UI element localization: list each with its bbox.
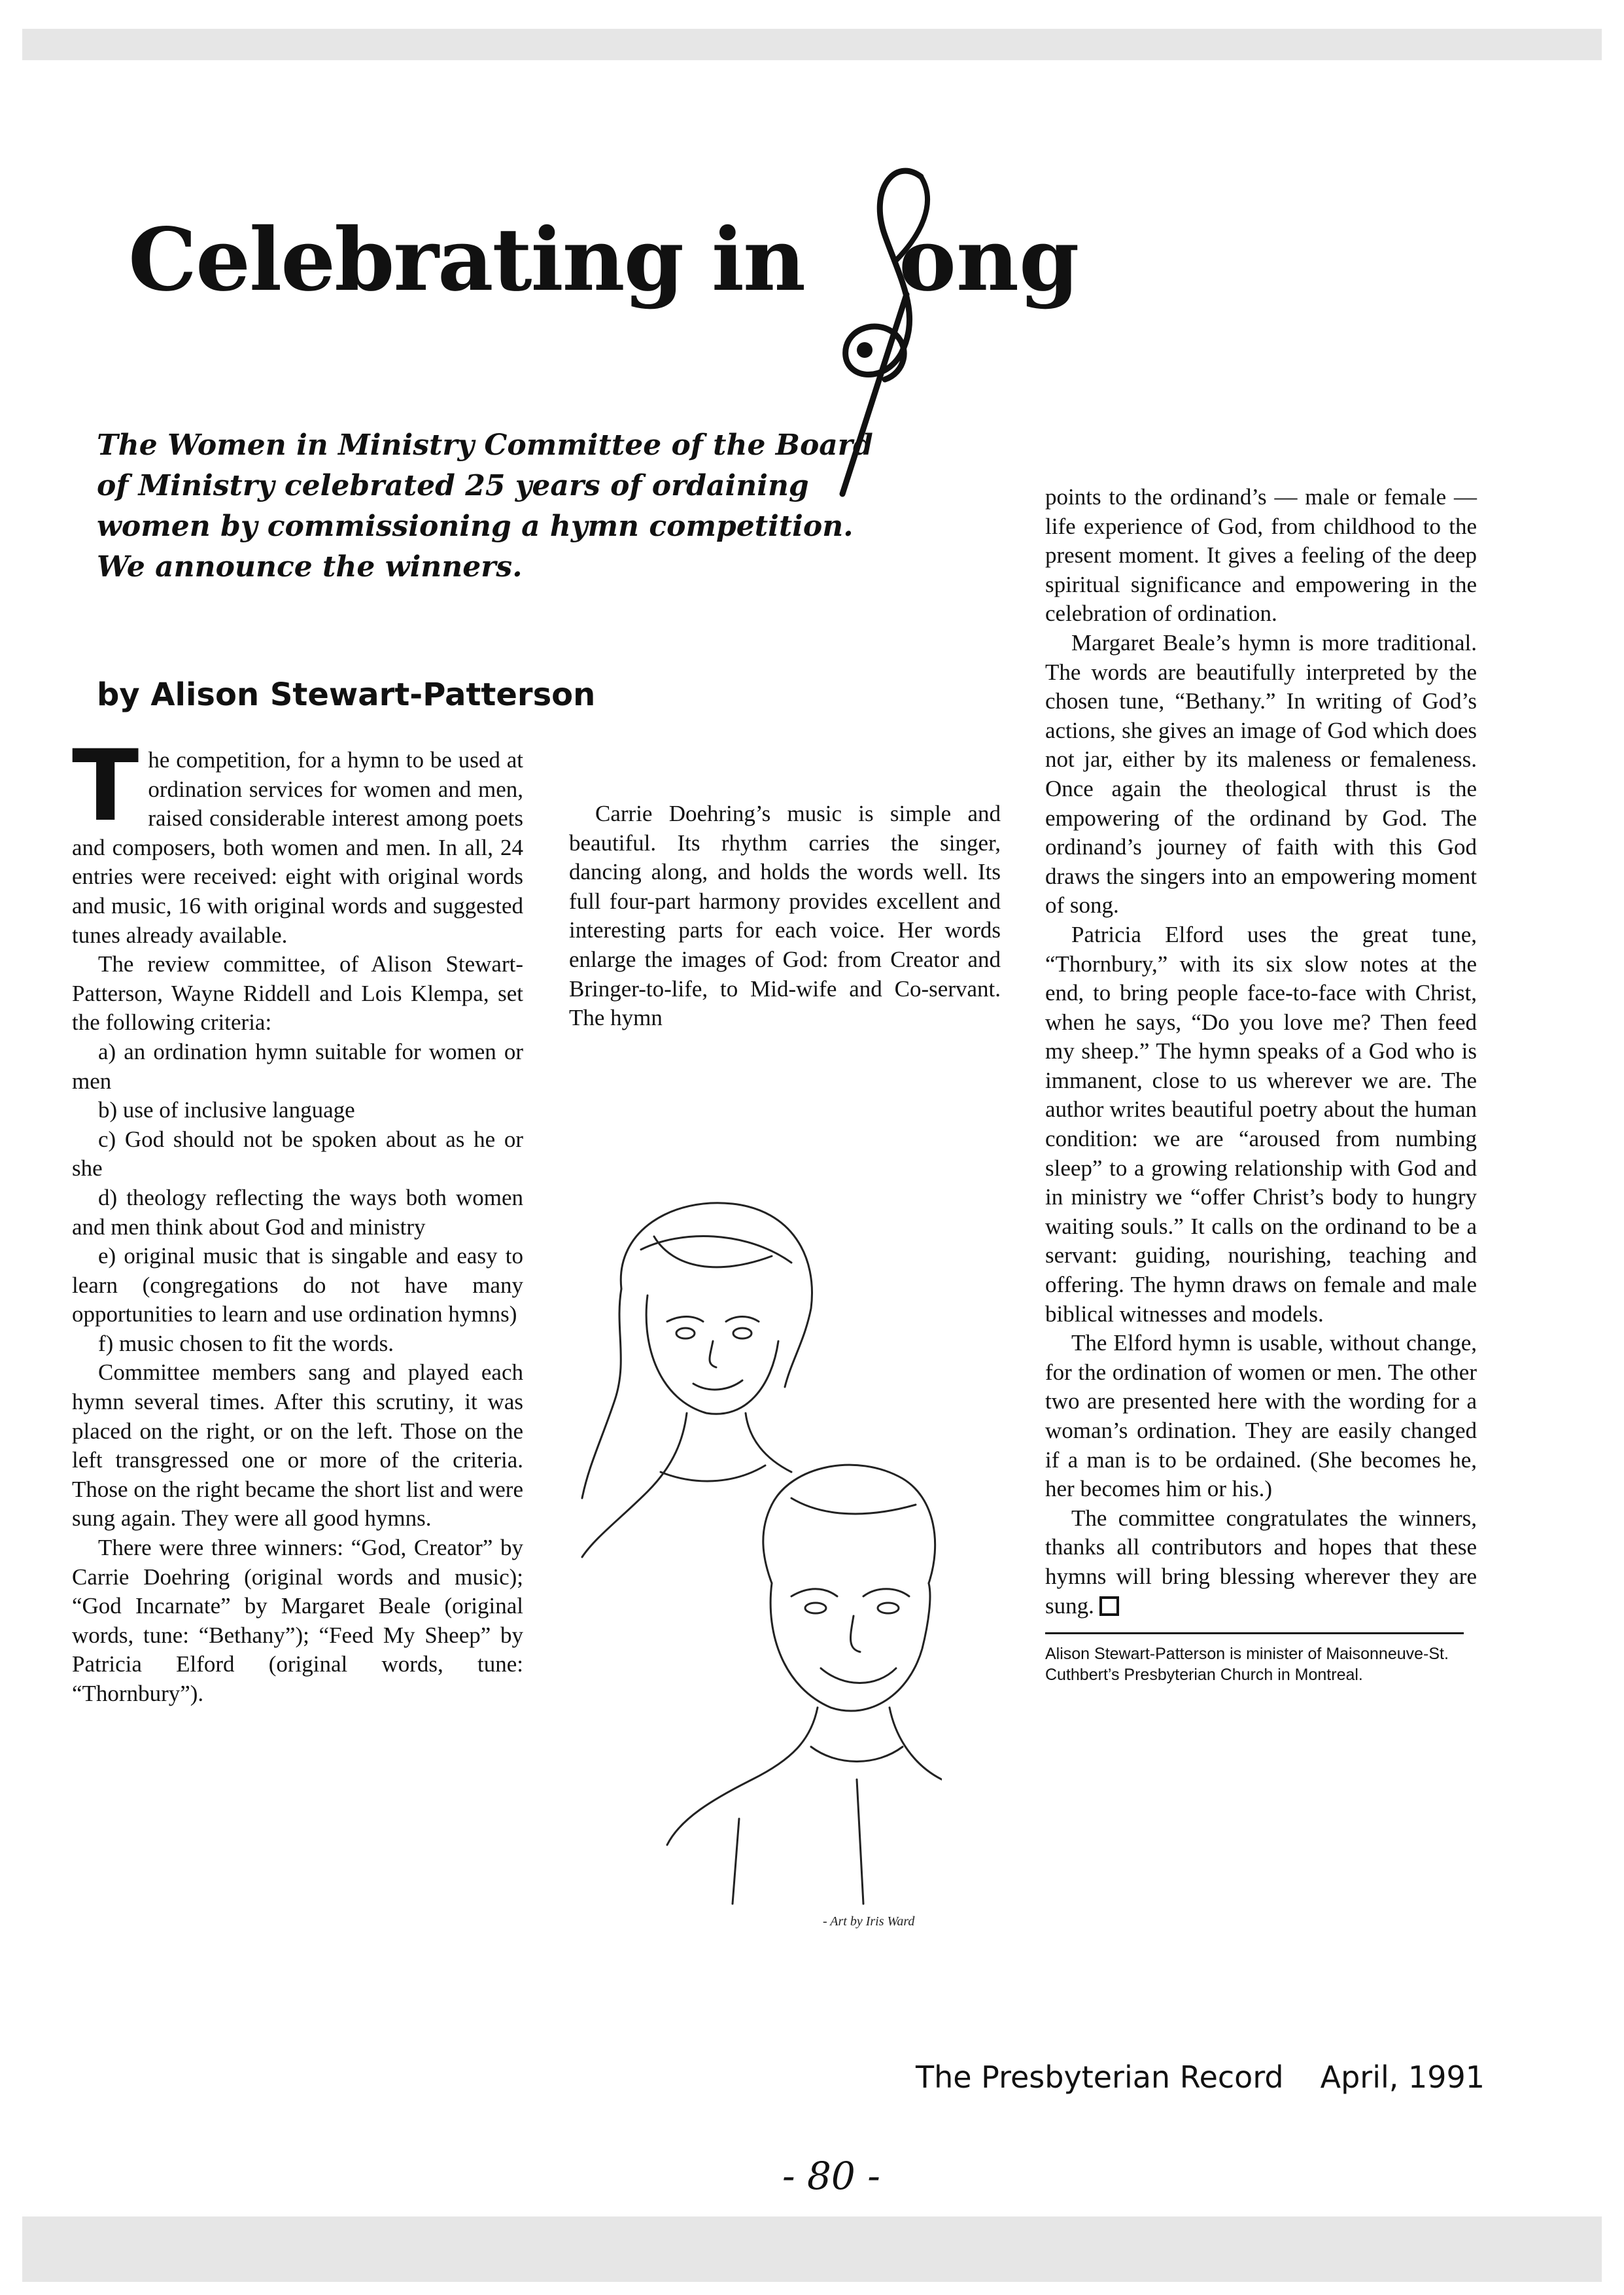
paragraph: There were three winners: “God, Creator” by Carrie Doehring (original words and music); “God Incarnate” by Margaret Beale (original words, tune: “Bethany”); “Feed My Sheep” by Patricia Elford (original words, tune: “Thornbury”). xyxy=(72,1535,523,1706)
byline: by Alison Stewart-Patterson xyxy=(97,676,596,713)
article-title-part1: Celebrating in xyxy=(128,209,804,311)
criteria-item: d) theology reflecting the ways both women and men think about God and ministry xyxy=(72,1184,523,1240)
article-deck: The Women in Ministry Committee of the Board of Ministry celebrated 25 years of ordaining women by commissioning a hymn competition. We announce the winners. xyxy=(97,429,873,584)
scan-border-bottom xyxy=(22,2216,1602,2282)
text-column-1 xyxy=(72,729,523,1709)
paragraph: Carrie Doehring’s music is simple and beautiful. Its rhythm carries the singer, dancing along, and holds the words well. Its full four-part harmony provides excellent and interesting parts for each voice. Her words enlarge the images of God: from Creator and Bringer-to-life, to Mid-wife and Co-servant. The hymn xyxy=(569,801,1001,1031)
paragraph: he competition, for a hymn to be used at ordination services for women and men, raised considerable interest among poets and composers, both women and men. In all, 24 entries were received: eight with original words and music, 16 with original words and suggested tunes already available. xyxy=(72,747,523,948)
page-footer xyxy=(916,2059,1485,2095)
publication-name: The Presbyterian Record xyxy=(916,2059,1284,2095)
art-credit: - Art by Iris Ward xyxy=(823,1914,915,1929)
page-number: - 80 - xyxy=(782,2154,880,2198)
author-bio: Alison Stewart-Patterson is minister of Maisonneuve-St. Cuthbert’s Presbyterian Church in Montreal. xyxy=(1045,1645,1449,1685)
criteria-item: a) an ordination hymn suitable for women or men xyxy=(72,1038,523,1094)
criteria-item: b) use of inclusive language xyxy=(98,1097,355,1123)
criteria-item: e) original music that is singable and easy to learn (congregations do not have many opportunities to learn and use ordination hymns) xyxy=(72,1243,523,1327)
article-title-part2: ong xyxy=(899,209,1080,311)
closing-paragraph xyxy=(1045,1504,1477,1621)
criteria-item: f) music chosen to fit the words. xyxy=(98,1330,394,1356)
end-of-article-box-icon xyxy=(1099,1596,1119,1616)
paragraph: Committee members sang and played each hymn several times. After this scrutiny, it was placed on the right, or on the left. Those on the left transgressed one or more of the criteria. Those on the right became the short list and were sung again. They were all good hymns. xyxy=(72,1359,523,1532)
text-column-3 xyxy=(1045,483,1477,1685)
paragraph: The Elford hymn is usable, without change, for the ordination of women or men. The other two are presented here with the wording for a woman’s ordination. They are easily changed if a man is to be ordained. (She becomes he, her becomes him or his.) xyxy=(1045,1330,1477,1502)
paragraph: points to the ordinand’s — male or female — life experience of God, from childhood to the present moment. It gives a feeling of the deep spiritual significance and empowering in the celebration of ordination. xyxy=(1045,484,1477,627)
text-column-2 xyxy=(569,799,1001,1033)
paragraph: Margaret Beale’s hymn is more traditional. The words are beautifully interpreted by the chosen tune, “Bethany.” In writing of God’s actions, she gives an image of God which does not jar, either by its maleness or femaleness. Once again the theological thrust is the empowering of the ordinand by God. The ordinand’s journey of faith with this God draws the singers into an empowering moment of song. xyxy=(1045,629,1477,919)
paragraph: Patricia Elford uses the great tune, “Thornbury,” with its six slow notes at the end, to bring people face-to-face with Christ, when he says, “Do you love me? Then feed my sheep.” The hymn speaks of a God who is immanent, close to us wherever we are. The author writes beautiful poetry about the human condition: we are “aroused from numbing sleep” to a growing relationship with God and in ministry we “offer Christ’s body to hungry waiting souls.” It calls on the ordinand to be a servant: guiding, nourishing, teaching and offering. The hymn draws on female and male biblical witnesses and models. xyxy=(1045,921,1477,1327)
bio-divider xyxy=(1045,1632,1464,1634)
drop-cap: T xyxy=(72,729,139,843)
paragraph: The review committee, of Alison Stewart-Patterson, Wayne Riddell and Lois Klempa, set the following criteria: xyxy=(72,951,523,1036)
illustration-woman-and-man xyxy=(576,1191,942,1917)
issue-date: April, 1991 xyxy=(1320,2059,1485,2095)
criteria-item: c) God should not be spoken about as he or she xyxy=(72,1126,523,1182)
closing-text: The committee congratulates the winners, thanks all contributors and hopes that these hymns will bring blessing wherever they are sung. xyxy=(1045,1505,1477,1619)
scan-border-top xyxy=(22,29,1602,60)
